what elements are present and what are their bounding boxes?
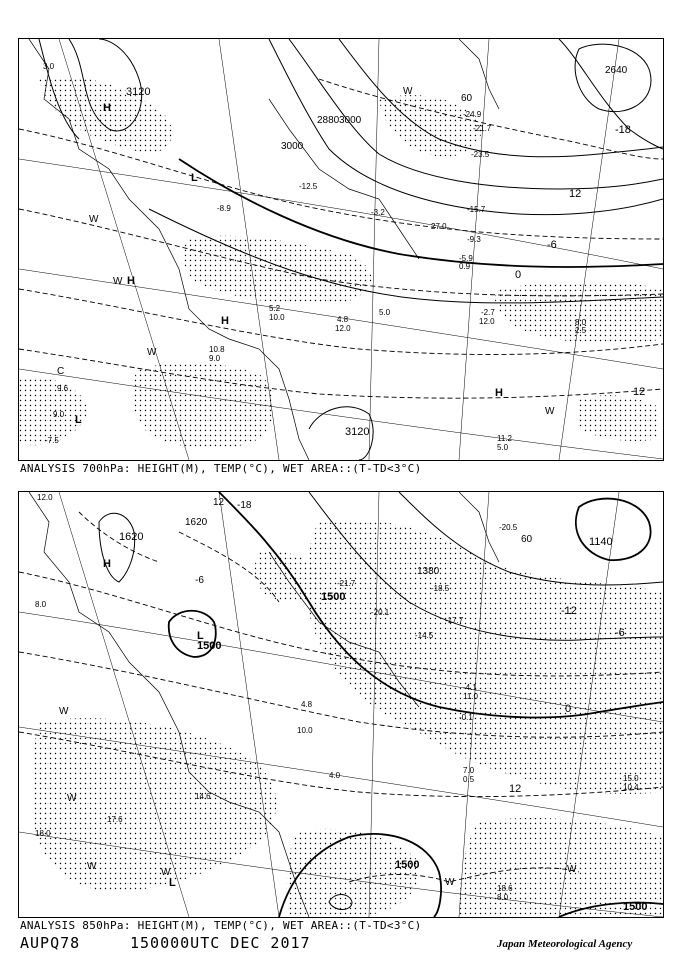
bottom_panel-label: 1500 xyxy=(395,859,420,871)
top_panel-label: 10.8 xyxy=(209,345,225,354)
wet-area xyxy=(19,76,663,448)
bottom_panel-label: 8.0 xyxy=(35,600,47,609)
top_panel-label: -3.2 xyxy=(371,208,385,217)
top_panel-label: 0 xyxy=(515,269,522,281)
bottom_panel-label: 12.0 xyxy=(37,493,53,502)
top_panel-label: 3120 xyxy=(345,426,370,438)
chart-700hpa xyxy=(18,38,664,461)
analysis-time: 150000UTC DEC 2017 xyxy=(130,934,311,952)
top_panel-label: -2.7 xyxy=(481,308,495,317)
bottom_panel-label: 1500 xyxy=(197,640,222,652)
top_panel-label: -21.7 xyxy=(473,124,492,133)
caption-850hpa: ANALYSIS 850hPa: HEIGHT(M), TEMP(°C), WET AREA::(T-TD<3°C) xyxy=(20,919,422,932)
top_panel-label: 5.0 xyxy=(497,443,509,452)
top_panel-label: 3000 xyxy=(281,141,304,152)
bottom_panel-label: 12 xyxy=(213,497,225,508)
bottom_panel-label: 10.4 xyxy=(623,783,639,792)
bottom_panel-label: -4.1 xyxy=(463,683,477,692)
bottom_panel-label: 1500 xyxy=(623,901,648,913)
top_panel-label: 11.2 xyxy=(497,434,512,443)
top_panel-label: H xyxy=(103,102,111,114)
bottom_panel-label: 8.0 xyxy=(497,893,509,902)
top_panel-label: -9.3 xyxy=(467,235,481,244)
top_panel-label: W xyxy=(545,406,555,417)
bottom_panel-label: -6 xyxy=(615,627,625,639)
top_panel-label: W xyxy=(89,214,99,225)
top_panel-label: H xyxy=(127,275,135,287)
bottom_panel-label: 0 xyxy=(565,703,572,715)
bottom_panel-label: 10.0 xyxy=(297,726,313,735)
bottom_panel-label: -20.1 xyxy=(371,608,390,617)
top_panel-label: H xyxy=(495,387,503,399)
top_panel-label: 2640 xyxy=(605,65,628,76)
chart-850hpa xyxy=(18,491,664,918)
agency-name: Japan Meteorological Agency xyxy=(497,938,633,950)
bottom_panel-label: 11.0 xyxy=(463,692,478,701)
top_panel-label: -24.9 xyxy=(463,110,482,119)
top_panel-label: -5.9 xyxy=(459,254,473,263)
top_panel-label: L xyxy=(191,172,198,184)
top_panel-label: -8.9 xyxy=(217,204,231,213)
top_panel-label: 2.5 xyxy=(575,326,587,335)
bottom_panel-label: -21.7 xyxy=(337,579,356,588)
top_panel-label: 3.0 xyxy=(43,62,55,71)
top_panel-label: W xyxy=(403,86,413,97)
top_panel-label: 4.8 xyxy=(337,315,349,324)
caption-700hpa: ANALYSIS 700hPa: HEIGHT(M), TEMP(°C), WET AREA::(T-TD<3°C) xyxy=(20,462,422,475)
bottom_panel-label: 15.0 xyxy=(623,774,639,783)
top_panel-label: 9.0 xyxy=(53,410,65,419)
top_panel-label: 27.0 xyxy=(431,222,447,231)
bottom_panel-label: -6 xyxy=(195,575,204,586)
top_panel-label: 2880 xyxy=(317,115,340,126)
bottom_panel-label: 4.8 xyxy=(301,700,313,709)
top_panel-label: 12.0 xyxy=(479,317,495,326)
top_panel-label: C xyxy=(57,366,65,377)
bottom_panel-label: -14.5 xyxy=(415,631,434,640)
chart-700hpa-map xyxy=(19,39,663,460)
top_panel-label: -6 xyxy=(547,239,557,251)
bottom_panel-label: 14.6 xyxy=(195,792,211,801)
top_panel-label: 10.0 xyxy=(269,313,285,322)
bottom_panel-label: -18.5 xyxy=(431,584,450,593)
bottom_panel-label: L xyxy=(197,630,204,642)
top_panel-label: 9.0 xyxy=(209,354,221,363)
top_panel-label: 60 xyxy=(461,93,473,104)
top_panel-label: 8.0 xyxy=(575,318,587,327)
top_panel-label: 5.0 xyxy=(379,308,391,317)
top_panel-label: 12 xyxy=(633,386,646,398)
bottom_panel-label: 1620 xyxy=(119,531,144,543)
top_panel-label: 5.2 xyxy=(269,304,281,313)
bottom_panel-label: 1140 xyxy=(589,536,613,548)
top_panel-label: 0.9 xyxy=(459,262,471,271)
bottom_panel-label: 17.6 xyxy=(107,815,123,824)
top_panel-label: H xyxy=(221,315,229,327)
bottom_panel-label: 0.5 xyxy=(463,775,475,784)
bottom_panel-label: 4.0 xyxy=(329,771,341,780)
bottom_panel-label: H xyxy=(103,558,111,570)
bottom_panel-label: W xyxy=(567,864,577,875)
bottom_panel-label: -0.1 xyxy=(459,713,473,722)
bottom_panel-label: L xyxy=(169,877,176,889)
top_panel-label: 3000 xyxy=(339,115,362,126)
top_panel-label: 12 xyxy=(569,188,582,200)
bottom_panel-label: 1500 xyxy=(321,591,346,603)
top_panel-label: -18 xyxy=(615,124,631,136)
top_panel-label: -7.5 xyxy=(45,436,59,445)
top_panel-label: W xyxy=(113,276,123,287)
chart-850hpa-map xyxy=(19,492,663,917)
bottom_panel-label: -18 xyxy=(237,500,252,511)
bottom_panel-label: -20.5 xyxy=(499,523,518,532)
bottom_panel-label: -12 xyxy=(561,605,577,617)
bottom_panel-label: -17.7 xyxy=(445,616,464,625)
top_panel-label: -23.5 xyxy=(471,150,490,159)
bottom_panel-label: 60 xyxy=(521,534,533,545)
top_panel-label: 3120 xyxy=(126,86,151,98)
bottom_panel-label: 18.6 xyxy=(497,884,513,893)
top_panel-label: L xyxy=(75,414,82,426)
top_panel-label: 9.6 xyxy=(57,384,69,393)
bottom_panel-label: 12 xyxy=(509,783,522,795)
bottom_panel-label: W xyxy=(59,706,69,717)
bottom_panel-label: 18.0 xyxy=(35,829,51,838)
bottom_panel-label: W xyxy=(67,793,77,804)
top_panel-label: -12.5 xyxy=(299,182,318,191)
top_panel-label: W xyxy=(147,347,157,358)
bulletin-id: AUPQ78 xyxy=(20,934,81,952)
top_panel-label: -15.7 xyxy=(467,205,486,214)
bottom_panel-label: W xyxy=(161,867,171,878)
bottom_panel-label: W xyxy=(87,861,97,872)
top_panel-label: 12.0 xyxy=(335,324,351,333)
bottom_panel-label: 1380 xyxy=(417,566,440,577)
bottom_panel-label: 7.0 xyxy=(463,766,475,775)
bottom_panel-label: 1620 xyxy=(185,517,208,528)
bottom_panel-label: W xyxy=(445,877,455,888)
